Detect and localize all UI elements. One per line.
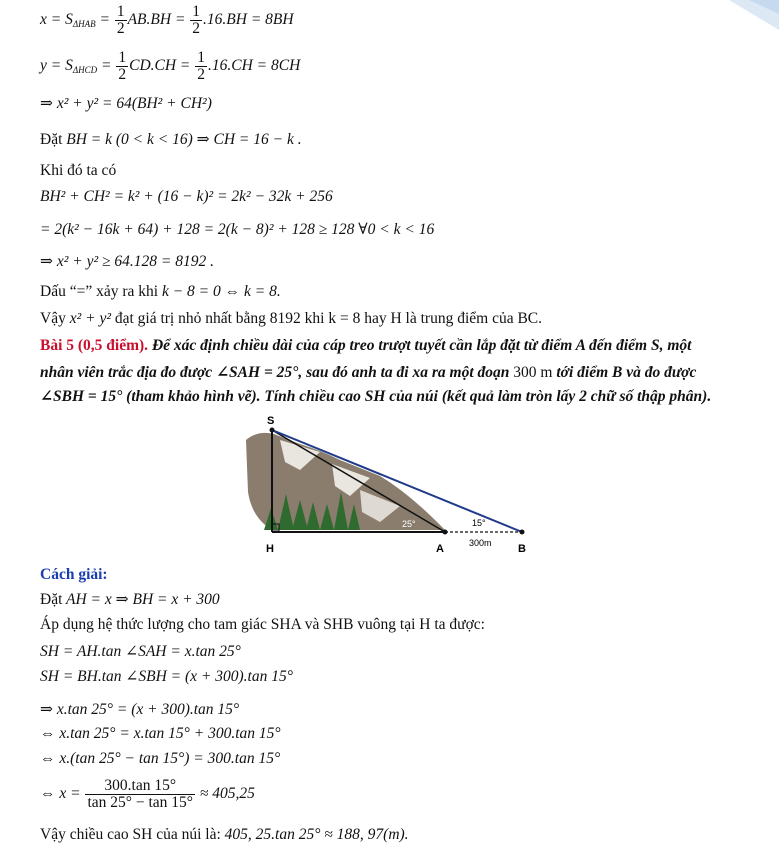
angle-25-label: 25° bbox=[402, 519, 416, 529]
distance-300m-label: 300m bbox=[469, 538, 492, 548]
problem-5-line-1: Bài 5 (0,5 điểm). Để xác định chiều dài của cáp treo trượt tuyết cần lắp đặt từ điểm A đến điểm S, một bbox=[40, 337, 692, 354]
formula-complete-square: = 2(k² − 16k + 64) + 128 = 2(k − 8)² + 128 ≥ 128 ∀0 < k < 16 bbox=[40, 221, 435, 238]
label-h: H bbox=[266, 543, 274, 555]
label-s: S bbox=[267, 415, 275, 427]
problem-5-line-3: ∠SBH = 15° (tham khảo hình vẽ). Tính chiều cao SH của núi (kết quả làm tròn lấy 2 chữ số thập phân). bbox=[40, 388, 712, 405]
problem-5-label: Bài 5 (0,5 điểm). bbox=[40, 337, 149, 354]
solution-step-7: ⇔ x.(tan 25° − tan 15°) = 300.tan 15° bbox=[40, 750, 281, 767]
equality-condition: Dấu “=” xảy ra khi k − 8 = 0 ⇔ k = 8. bbox=[40, 283, 281, 300]
solution-step-2: Áp dụng hệ thức lượng cho tam giác SHA và SHB vuông tại H ta được: bbox=[40, 616, 485, 633]
page-corner-decoration bbox=[709, 0, 779, 40]
formula-expand: BH² + CH² = k² + (16 − k)² = 2k² − 32k + 256 bbox=[40, 188, 333, 205]
solution-step-1: Đặt AH = x ⇒ BH = x + 300 bbox=[40, 591, 220, 608]
solution-heading: Cách giải: bbox=[40, 566, 108, 583]
solution-conclusion: Vậy chiều cao SH của núi là: 405, 25.tan 25° ≈ 188, 97(m). bbox=[40, 826, 409, 843]
mountain-figure bbox=[240, 412, 540, 562]
then-we-have: Khi đó ta có bbox=[40, 162, 117, 179]
conclusion-part-4: Vậy x² + y² đạt giá trị nhỏ nhất bằng 8192 khi k = 8 hay H là trung điểm của BC. bbox=[40, 310, 543, 327]
solution-step-6: ⇔ x.tan 25° = x.tan 15° + 300.tan 15° bbox=[40, 725, 281, 742]
formula-minimum: ⇒ x² + y² ≥ 64.128 = 8192 . bbox=[40, 253, 214, 270]
formula-x: $x = S_{\Delta HAB}$ = $\frac{1}{2}$ AB.BH = $\frac{1}{2}$ .16.BH = 8BH bbox=[40, 3, 294, 37]
solution-step-5: ⇒ x.tan 25° = (x + 300).tan 15° bbox=[40, 701, 240, 718]
solution-step-4: SH = BH.tan ∠SBH = (x + 300).tan 15° bbox=[40, 668, 293, 685]
solution-step-3: SH = AH.tan ∠SAH = x.tan 25° bbox=[40, 643, 241, 660]
problem-5-line-2: nhân viên trắc địa đo được ∠SAH = 25°, sau đó anh ta đi xa ra một đoạn 300 m tới điểm B và đo được bbox=[40, 364, 697, 381]
label-a: A bbox=[436, 543, 444, 555]
set-bh-k: Đặt BH = k (0 < k < 16) ⇒ CH = 16 − k . bbox=[40, 131, 302, 148]
formula-sum-squares: ⇒ x² + y² = 64(BH² + CH²) bbox=[40, 95, 212, 112]
formula-y: $y = S_{\Delta HCD}$ = $\frac{1}{2}$ CD.CH = $\frac{1}{2}$ .16.CH = 8CH bbox=[40, 49, 301, 83]
angle-15-label: 15° bbox=[472, 518, 486, 528]
label-b: B bbox=[518, 543, 526, 555]
solution-step-8: ⇔ x = $\frac{300.\tan 15^\circ}{\tan 25^\circ - \tan 15^\circ}$ ≈ 405,25 bbox=[40, 777, 255, 811]
